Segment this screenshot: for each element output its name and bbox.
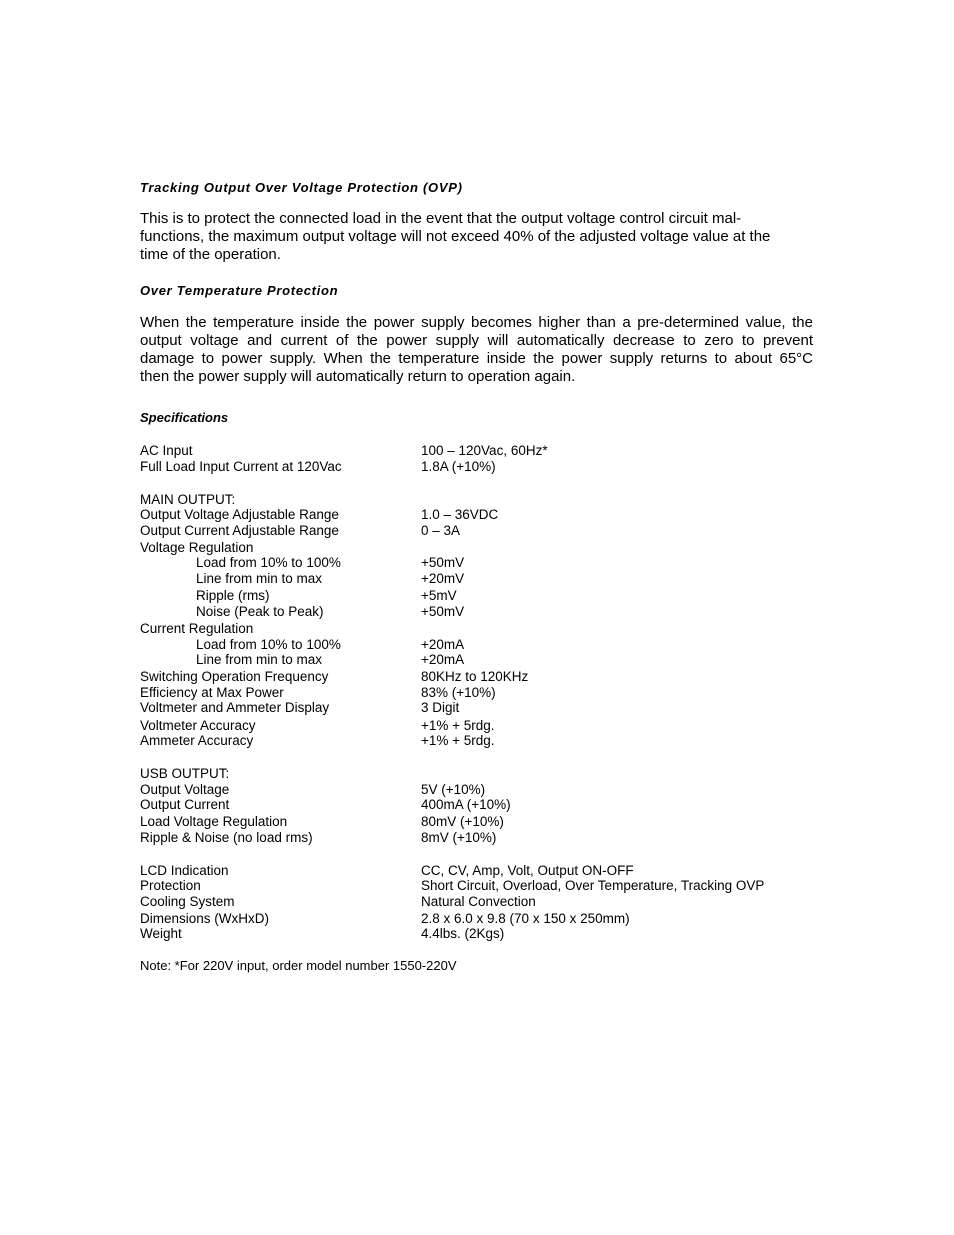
spec-label: Output Voltage bbox=[140, 782, 230, 797]
otp-line: then the power supply will automatically return to operation again. bbox=[140, 368, 576, 385]
spec-value: 4.4lbs. (2Kgs) bbox=[421, 926, 505, 941]
spec-label: Voltmeter and Ammeter Display bbox=[140, 700, 330, 715]
spec-value: Natural Convection bbox=[421, 894, 536, 909]
spec-value: Short Circuit, Overload, Over Temperature, Tracking OVP bbox=[421, 878, 765, 893]
spec-value: +20mA bbox=[421, 652, 465, 667]
spec-section-label: USB OUTPUT: bbox=[140, 766, 230, 781]
spec-value: 1.0 – 36VDC bbox=[421, 507, 499, 522]
ovp-heading: Tracking Output Over Voltage Protection (OVP) bbox=[140, 180, 463, 195]
otp-paragraph bbox=[140, 314, 813, 386]
spec-value: 80KHz to 120KHz bbox=[421, 669, 529, 684]
spec-label: Output Voltage Adjustable Range bbox=[140, 507, 339, 522]
spec-label: Voltmeter Accuracy bbox=[140, 718, 256, 733]
specifications-title: Specifications bbox=[140, 410, 229, 425]
spec-label: Ammeter Accuracy bbox=[140, 733, 254, 748]
spec-value: CC, CV, Amp, Volt, Output ON-OFF bbox=[421, 863, 634, 878]
spec-value: 8mV (+10%) bbox=[421, 830, 497, 845]
spec-label: Protection bbox=[140, 878, 201, 893]
spec-value: +20mV bbox=[421, 571, 465, 586]
spec-value: +50mV bbox=[421, 604, 465, 619]
spec-label: Load from 10% to 100% bbox=[196, 637, 341, 652]
spec-label: Voltage Regulation bbox=[140, 540, 254, 555]
ovp-paragraph bbox=[140, 210, 813, 264]
spec-label: Output Current bbox=[140, 797, 230, 812]
spec-section-label: MAIN OUTPUT: bbox=[140, 492, 236, 507]
spec-label: LCD Indication bbox=[140, 863, 229, 878]
spec-label: Line from min to max bbox=[196, 652, 323, 667]
otp-line: output voltage and current of the power supply will automatically decrease to zero to prevent bbox=[140, 332, 813, 349]
spec-label: Efficiency at Max Power bbox=[140, 685, 284, 700]
spec-label: Current Regulation bbox=[140, 621, 254, 636]
spec-value: +5mV bbox=[421, 588, 457, 603]
spec-label: Output Current Adjustable Range bbox=[140, 523, 339, 538]
spec-label: Load Voltage Regulation bbox=[140, 814, 288, 829]
ovp-line: time of the operation. bbox=[140, 246, 281, 263]
spec-label: Switching Operation Frequency bbox=[140, 669, 329, 684]
spec-label: Noise (Peak to Peak) bbox=[196, 604, 324, 619]
spec-value: 0 – 3A bbox=[421, 523, 461, 538]
spec-value: +1% + 5rdg. bbox=[421, 733, 495, 748]
spec-value: 5V (+10%) bbox=[421, 782, 486, 797]
spec-value: 400mA (+10%) bbox=[421, 797, 511, 812]
spec-value: +1% + 5rdg. bbox=[421, 718, 495, 733]
footnote: Note: *For 220V input, order model number 1550-220V bbox=[140, 958, 457, 973]
otp-line: When the temperature inside the power supply becomes higher than a pre-determined value, the bbox=[140, 314, 813, 331]
spec-label: Full Load Input Current at 120Vac bbox=[140, 459, 342, 474]
spec-label: Dimensions (WxHxD) bbox=[140, 911, 270, 926]
spec-value: 3 Digit bbox=[421, 700, 460, 715]
spec-label: Cooling System bbox=[140, 894, 235, 909]
spec-value: 1.8A (+10%) bbox=[421, 459, 496, 474]
spec-value: +20mA bbox=[421, 637, 465, 652]
spec-value: 80mV (+10%) bbox=[421, 814, 504, 829]
spec-label: Line from min to max bbox=[196, 571, 323, 586]
spec-value: +50mV bbox=[421, 555, 465, 570]
spec-value: 100 – 120Vac, 60Hz* bbox=[421, 443, 548, 458]
spec-label: AC Input bbox=[140, 443, 193, 458]
spec-label: Weight bbox=[140, 926, 182, 941]
ovp-line: functions, the maximum output voltage will not exceed 40% of the adjusted voltage value at the bbox=[140, 228, 771, 245]
spec-value: 83% (+10%) bbox=[421, 685, 496, 700]
spec-label: Load from 10% to 100% bbox=[196, 555, 341, 570]
spec-label: Ripple & Noise (no load rms) bbox=[140, 830, 313, 845]
otp-line: damage to power supply. When the temperature inside the power supply returns to about 65°C bbox=[140, 350, 813, 367]
ovp-line: This is to protect the connected load in the event that the output voltage control circuit mal- bbox=[140, 210, 742, 227]
spec-value: 2.8 x 6.0 x 9.8 (70 x 150 x 250mm) bbox=[421, 911, 630, 926]
spec-label: Ripple (rms) bbox=[196, 588, 270, 603]
otp-heading: Over Temperature Protection bbox=[140, 283, 339, 298]
